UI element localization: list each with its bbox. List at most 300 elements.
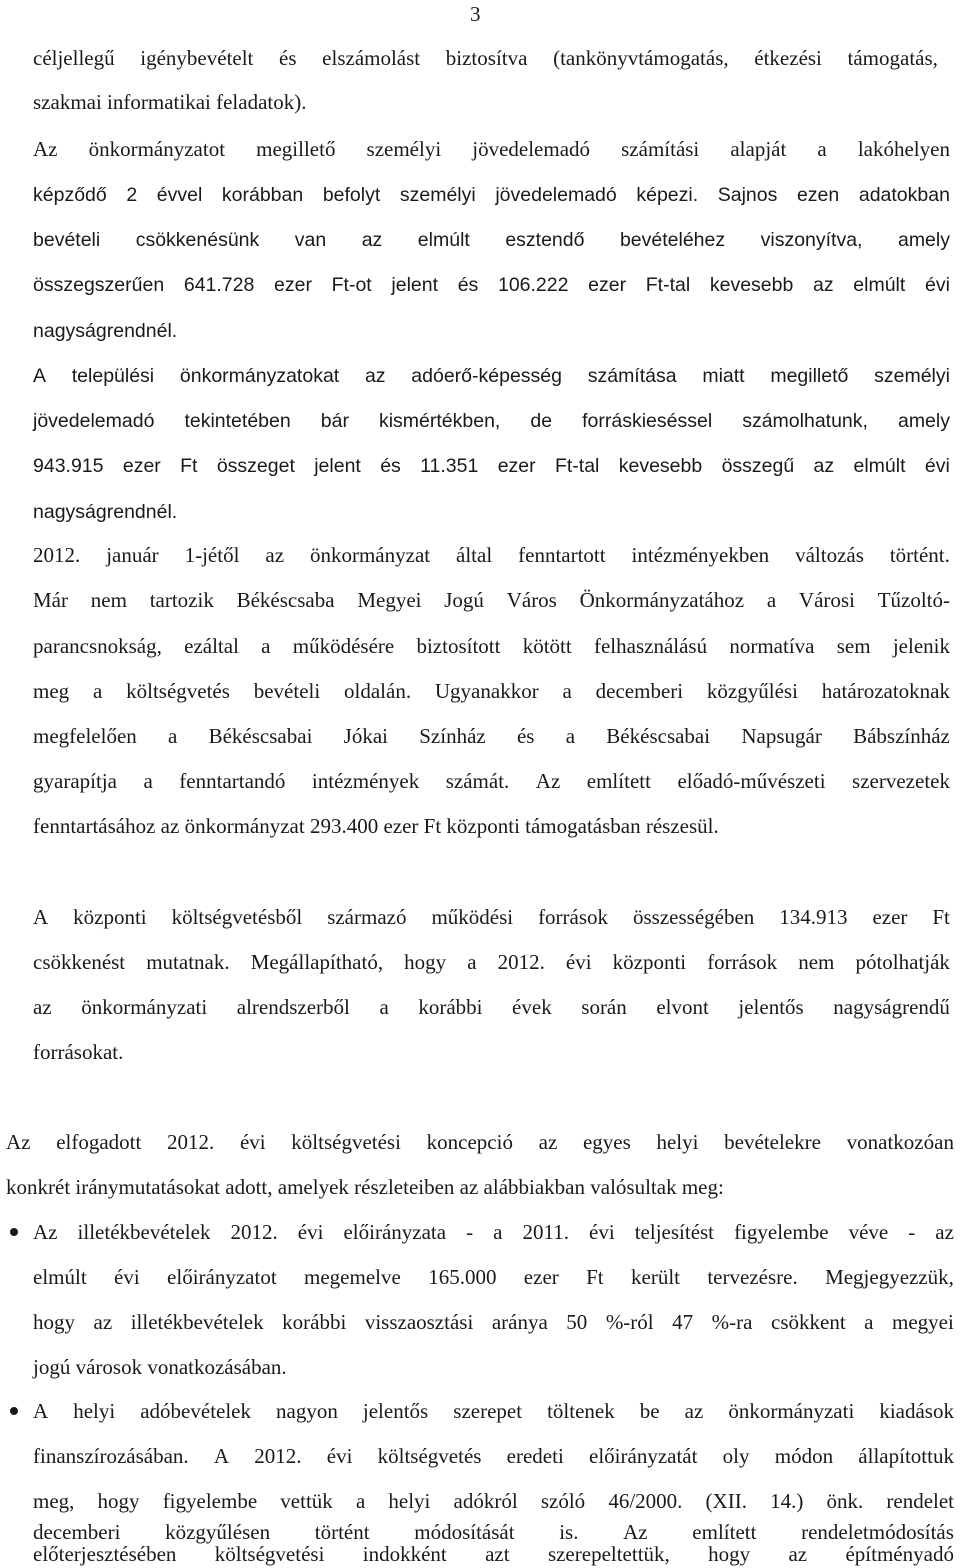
word: a	[168, 724, 178, 748]
word: támogatás,	[847, 46, 938, 70]
word: képződő	[33, 184, 107, 206]
word: Ft-tal	[645, 274, 691, 296]
word: az	[33, 995, 52, 1019]
word: a	[92, 679, 103, 703]
word: korábbi	[418, 995, 483, 1019]
word: említett	[586, 769, 651, 793]
word: közgyűlésen	[165, 1520, 271, 1544]
word: költségvetés	[377, 1444, 482, 1468]
word: évi	[924, 274, 950, 296]
word: Ugyanakkor	[434, 679, 539, 703]
word: 14.)	[770, 1489, 804, 1513]
word: csökkenésünk	[135, 229, 260, 251]
word: azt	[485, 1542, 510, 1566]
word: önk.	[826, 1489, 864, 1513]
word: rendelet	[886, 1489, 954, 1513]
word: elmúlt	[33, 1265, 87, 1289]
word: 943.915	[33, 455, 104, 477]
word: 641.728	[183, 274, 255, 296]
word: 2012.	[167, 1130, 215, 1154]
text-line	[33, 89, 306, 115]
word: évi	[924, 455, 950, 477]
word: működésére	[292, 634, 395, 658]
word: Önkormányzatához	[579, 588, 745, 612]
word: 2011.	[522, 1220, 569, 1244]
word: Békéscsaba	[236, 588, 335, 612]
text-line	[33, 1398, 954, 1424]
text-line	[33, 45, 938, 71]
word: ezer	[497, 455, 536, 477]
word: összességében	[633, 905, 755, 929]
text-line	[33, 272, 950, 298]
word: Békéscsabai	[606, 724, 711, 748]
word: 11.351	[420, 455, 479, 477]
word: évi	[114, 1265, 140, 1289]
word: önkormányzat	[309, 543, 431, 567]
word: szerepet	[453, 1399, 523, 1423]
text-line	[33, 363, 950, 389]
text-line-content: forrásokat.	[33, 1040, 124, 1064]
text-line	[33, 542, 950, 568]
word: költségvetési	[291, 1130, 401, 1154]
text-line	[33, 498, 177, 525]
word: évi	[239, 1130, 266, 1154]
word: indokként	[362, 1542, 447, 1566]
word: kevesebb	[618, 455, 703, 477]
word: személyi	[366, 137, 442, 161]
word: ezer	[523, 1265, 559, 1289]
word: előirányzatát	[589, 1444, 698, 1468]
word: koncepció	[426, 1130, 513, 1154]
word: amely	[897, 229, 950, 251]
word: jelent	[391, 274, 439, 296]
word: bevételekre	[724, 1130, 821, 1154]
word: csökkent	[771, 1310, 846, 1334]
word: gyarapítja	[33, 769, 117, 793]
word: jövedelemadó	[33, 410, 155, 432]
word: hogy	[708, 1542, 751, 1566]
word: az	[813, 274, 834, 296]
word: a	[864, 1310, 874, 1334]
word: az	[788, 1542, 808, 1566]
word: önkormányzati	[728, 1399, 855, 1423]
word: intézmények	[311, 769, 420, 793]
word: a	[565, 724, 576, 748]
word: figyelembe	[734, 1220, 829, 1244]
word: összegű	[721, 455, 795, 477]
word: által	[456, 543, 493, 567]
word: közgyűlési	[706, 679, 798, 703]
word: számítása	[587, 365, 677, 387]
word: vonatkozóan	[846, 1130, 954, 1154]
word: adókról	[453, 1489, 518, 1513]
word: előadó-művészeti	[677, 769, 826, 793]
word: bevételéhez	[619, 229, 726, 251]
word: szerepeltettük,	[547, 1542, 670, 1566]
word: is.	[559, 1520, 579, 1544]
word: visszaosztási	[364, 1310, 474, 1334]
word: adatokban	[858, 184, 950, 206]
word: a	[493, 1220, 503, 1244]
word: az	[538, 1130, 558, 1154]
word: 2012.	[33, 543, 81, 567]
text-line	[33, 1309, 954, 1335]
word: a	[562, 679, 572, 703]
word: központi	[612, 950, 687, 974]
word: miatt	[702, 365, 745, 387]
word: tartozik	[149, 588, 214, 612]
word: képezi.	[636, 184, 699, 206]
word: ezáltal	[184, 634, 239, 658]
word: Megjegyezzük,	[825, 1265, 954, 1289]
word: 2012.	[497, 950, 545, 974]
word: évi	[326, 1444, 353, 1468]
text-line	[6, 1174, 724, 1200]
text-line	[33, 1488, 954, 1514]
word: aránya	[491, 1310, 548, 1334]
word: költségvetés	[126, 679, 230, 703]
word: Jogú	[444, 588, 484, 612]
word: 46/2000.	[608, 1489, 683, 1513]
word: jövedelemadó	[472, 137, 591, 161]
word: módon	[774, 1444, 834, 1468]
word: az	[813, 455, 835, 477]
text-line	[33, 768, 950, 794]
word: bevételi	[253, 679, 321, 703]
text-line	[33, 587, 950, 613]
word: pótolhatják	[855, 950, 950, 974]
word: hogy	[97, 1489, 140, 1513]
word: Ft	[586, 1265, 604, 1289]
word: ezer	[122, 455, 161, 477]
word: nagyon	[276, 1399, 338, 1423]
word: A	[33, 1399, 49, 1423]
word: %-ról	[605, 1310, 654, 1334]
text-line-content: nagyságrendnél.	[33, 501, 178, 523]
word: a	[143, 769, 153, 793]
word: előterjesztésében	[33, 1542, 177, 1566]
word: történt.	[889, 543, 950, 567]
word: Az	[6, 1130, 31, 1154]
text-line	[33, 453, 950, 479]
word: hogy	[33, 1310, 75, 1334]
word: 106.222	[497, 274, 569, 296]
word: költségvetési	[214, 1542, 325, 1566]
word: felhasználású	[593, 634, 708, 658]
word: szóló	[540, 1489, 586, 1513]
word: az	[684, 1399, 704, 1423]
word: Megyei	[357, 588, 422, 612]
text-line	[33, 1039, 123, 1065]
word: (XII.	[705, 1489, 747, 1513]
word: illetékbevételek	[77, 1220, 211, 1244]
word: eredeti	[506, 1444, 564, 1468]
word: számolhatunk,	[742, 410, 868, 432]
word: csökkenést	[33, 950, 126, 974]
text-line-content: fenntartásához az önkormányzat 293.400 ezer Ft központi támogatásban részesül.	[33, 814, 719, 838]
word: változás	[795, 543, 864, 567]
word: elvont	[656, 995, 709, 1019]
word: jelent	[314, 455, 361, 477]
word: megillető	[256, 137, 336, 161]
word: fenntartandó	[179, 769, 286, 793]
word: Színház	[419, 724, 486, 748]
word: jelentős	[738, 995, 804, 1019]
word: határozatoknak	[821, 679, 950, 703]
word: számát.	[445, 769, 510, 793]
word: összeget	[216, 455, 295, 477]
word: esztendő	[505, 229, 585, 251]
word: biztosított	[416, 634, 501, 658]
word: teljesítést	[634, 1220, 715, 1244]
text-line-content: szakmai informatikai feladatok).	[33, 90, 307, 114]
word: amely	[897, 410, 950, 432]
bullet-icon	[10, 1228, 18, 1236]
word: évi	[589, 1220, 615, 1244]
word: személyi	[399, 184, 476, 206]
word: tekintetében	[184, 410, 291, 432]
word: előirányzata	[343, 1220, 447, 1244]
word: megfelelően	[33, 724, 137, 748]
text-line	[33, 633, 950, 659]
word: normatíva	[729, 634, 815, 658]
word: megillető	[770, 365, 849, 387]
word: Az	[33, 1220, 58, 1244]
text-line	[33, 227, 950, 253]
word: Napsugár	[741, 724, 822, 748]
word: ezer	[274, 274, 312, 296]
word: sem	[836, 634, 871, 658]
word: a	[355, 1489, 366, 1513]
word: a	[379, 995, 389, 1019]
word: Bábszínház	[853, 724, 950, 748]
word: Sajnos	[717, 184, 778, 206]
word: helyi	[656, 1130, 699, 1154]
word: adóerő-képesség	[411, 365, 562, 387]
word: források	[707, 950, 778, 974]
word: 1-jétől	[184, 543, 240, 567]
word: korábbi	[282, 1310, 347, 1334]
word: alapját	[730, 137, 787, 161]
word: 2	[126, 184, 138, 206]
word: rendeletmódosítás	[801, 1520, 954, 1544]
text-line-content: konkrét iránymutatásokat adott, amelyek részleteiben az alábbiakban valósultak meg:	[6, 1175, 724, 1199]
word: tervezésre.	[707, 1265, 798, 1289]
word: decemberi	[33, 1520, 121, 1544]
word: oldalán.	[344, 679, 412, 703]
word: elfogadott	[56, 1130, 142, 1154]
text-line	[6, 1129, 954, 1155]
word: A	[33, 905, 49, 929]
word: kevesebb	[709, 274, 794, 296]
word: céljellegű	[33, 46, 115, 70]
word: Város	[506, 588, 557, 612]
word: jelentős	[362, 1399, 429, 1423]
word: évek	[512, 995, 552, 1019]
text-line	[33, 1354, 287, 1380]
word: számítási	[621, 137, 700, 161]
word: elmúlt	[417, 229, 470, 251]
page-number: 3	[470, 2, 481, 26]
word: 2012.	[254, 1444, 302, 1468]
word: évi	[297, 1220, 324, 1244]
text-line	[33, 1219, 954, 1245]
word: Ft-tal	[554, 455, 600, 477]
word: nagyságrendű	[833, 995, 950, 1019]
word: működési	[431, 905, 514, 929]
word: vettük	[280, 1489, 333, 1513]
word: költségvetésből	[171, 905, 303, 929]
word: nem	[90, 588, 127, 612]
word: Az	[33, 137, 58, 161]
word: alrendszerből	[236, 995, 350, 1019]
text-line	[33, 1264, 954, 1290]
word: az	[935, 1220, 954, 1244]
word: egyes	[582, 1130, 631, 1154]
word: nem	[798, 950, 835, 974]
text-line	[33, 678, 950, 704]
word: a	[467, 950, 477, 974]
text-line	[33, 994, 950, 1020]
word: 47	[672, 1310, 694, 1334]
word: építményadó	[845, 1542, 954, 1566]
word: források	[538, 905, 609, 929]
word: során	[581, 995, 627, 1019]
word: Városi	[798, 588, 855, 612]
word: meg,	[33, 1489, 75, 1513]
word: elszámolást	[322, 46, 421, 70]
word: kiadások	[879, 1399, 954, 1423]
word: ezen	[796, 184, 840, 206]
word: évvel	[156, 184, 203, 206]
word: Jókai	[343, 724, 388, 748]
word: a	[766, 588, 777, 612]
word: -	[466, 1220, 474, 1244]
word: igénybevételt	[140, 46, 254, 70]
word: megyei	[892, 1310, 954, 1334]
word: az	[93, 1310, 113, 1334]
word: adóbevételek	[140, 1399, 252, 1423]
bullet-icon	[10, 1407, 18, 1415]
word: előirányzatot	[167, 1265, 277, 1289]
word: származó	[327, 905, 407, 929]
word: Már	[33, 588, 68, 612]
word: Ft-ot	[331, 274, 372, 296]
text-line	[33, 949, 950, 975]
word: illetékbevételek	[130, 1310, 264, 1334]
word: 50	[566, 1310, 588, 1334]
word: 2012.	[230, 1220, 278, 1244]
word: Tűzoltó-	[877, 588, 950, 612]
text-line	[33, 136, 950, 162]
word: és	[380, 455, 401, 477]
text-line	[33, 1443, 954, 1469]
word: kötött	[522, 634, 572, 658]
word: 165.000	[428, 1265, 497, 1289]
text-line	[33, 182, 950, 208]
word: jelenik	[892, 634, 950, 658]
word: hogy	[404, 950, 447, 974]
word: említett	[692, 1520, 757, 1544]
text-line	[33, 723, 950, 749]
word: önkormányzatot	[88, 137, 226, 161]
word: lakóhelyen	[857, 137, 950, 161]
word: a	[261, 634, 271, 658]
text-line	[33, 1541, 954, 1567]
word: bár	[320, 410, 349, 432]
word: szervezetek	[852, 769, 950, 793]
word: a	[817, 137, 827, 161]
text-line-content: nagyságrendnél.	[33, 320, 178, 342]
word: Az	[623, 1520, 648, 1544]
word: központi	[73, 905, 147, 929]
word: és	[279, 46, 297, 70]
word: az	[265, 543, 285, 567]
word: parancsnokság,	[33, 634, 162, 658]
word: állapítottuk	[858, 1444, 954, 1468]
word: elmúlt	[853, 274, 906, 296]
word: (tankönyvtámogatás,	[553, 46, 729, 70]
word: van	[294, 229, 327, 251]
text-line	[33, 317, 177, 344]
word: és	[516, 724, 535, 748]
word: meg	[33, 679, 70, 703]
word: az	[364, 365, 386, 387]
word: megemelve	[304, 1265, 401, 1289]
word: 134.913	[779, 905, 848, 929]
text-line	[33, 904, 950, 930]
word: be	[639, 1399, 660, 1423]
word: ezer	[588, 274, 627, 296]
word: Békéscsabai	[208, 724, 313, 748]
word: befolyt	[322, 184, 381, 206]
word: decemberi	[595, 679, 684, 703]
word: fenntartott	[518, 543, 606, 567]
word: ezer	[872, 905, 908, 929]
word: %-ra	[711, 1310, 753, 1334]
text-line	[33, 813, 719, 839]
word: elmúlt	[853, 455, 906, 477]
word: Megállapítható,	[250, 950, 384, 974]
word: finanszírozásában.	[33, 1444, 189, 1468]
word: helyi	[388, 1489, 431, 1513]
word: A	[33, 365, 47, 387]
word: jövedelemadó	[495, 184, 617, 206]
word: véve	[848, 1220, 889, 1244]
word: figyelembe	[162, 1489, 258, 1513]
word: módosítását	[414, 1520, 515, 1544]
word: az	[361, 229, 383, 251]
word: Ft	[932, 905, 950, 929]
word: töltenek	[547, 1399, 615, 1423]
word: Az	[535, 769, 561, 793]
word: kismértékben,	[378, 410, 501, 432]
word: és	[457, 274, 479, 296]
word: települési	[71, 365, 155, 387]
word: január	[106, 543, 159, 567]
word: étkezési	[754, 46, 822, 70]
word: biztosítva	[445, 46, 528, 70]
word: összegszerűen	[33, 274, 165, 296]
text-line	[33, 408, 950, 434]
word: oly	[722, 1444, 750, 1468]
word: -	[908, 1220, 916, 1244]
word: személyi	[874, 365, 950, 387]
word: A	[213, 1444, 230, 1468]
word: került	[631, 1265, 680, 1289]
word: forráskieséssel	[582, 410, 713, 432]
word: Ft	[180, 455, 198, 477]
